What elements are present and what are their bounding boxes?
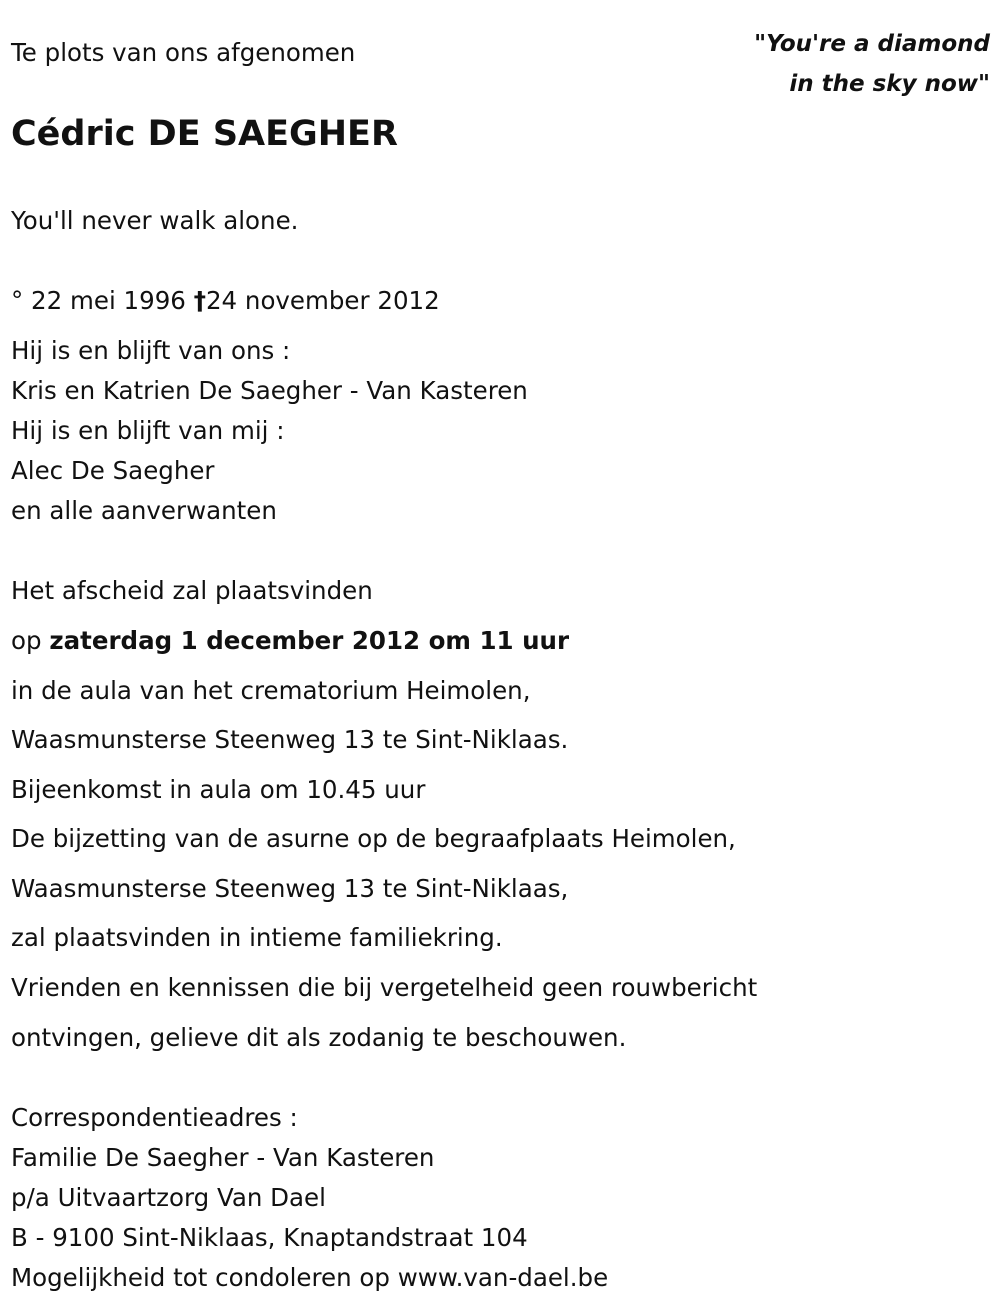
farewell-line: zal plaatsvinden in intieme familiekring. <box>11 923 503 952</box>
farewell-line: Waasmunsterse Steenweg 13 te Sint-Niklaas, <box>11 874 569 903</box>
correspondence-line: p/a Uitvaartzorg Van Dael <box>11 1183 326 1212</box>
correspondence-line: Familie De Saegher - Van Kasteren <box>11 1143 435 1172</box>
farewell-intro: Het afscheid zal plaatsvinden <box>11 576 373 605</box>
farewell-line: in de aula van het crematorium Heimolen, <box>11 676 531 705</box>
farewell-when <box>11 626 569 655</box>
family-line: Hij is en blijft van mij : <box>11 416 285 445</box>
dates-line <box>11 286 440 315</box>
family-line: Hij is en blijft van ons : <box>11 336 291 365</box>
motto: You'll never walk alone. <box>11 206 299 235</box>
birth-symbol: ° <box>11 286 24 315</box>
deceased-name: Cédric DE SAEGHER <box>11 114 398 154</box>
farewell-line: Vrienden en kennissen die bij vergetelheid geen rouwbericht <box>11 973 758 1002</box>
correspondence-title: Correspondentieadres : <box>11 1103 298 1132</box>
condolence-line: Mogelijkheid tot condoleren op www.van-dael.be <box>11 1263 609 1292</box>
farewell-line: Bijeenkomst in aula om 10.45 uur <box>11 775 426 804</box>
farewell-line: Waasmunsterse Steenweg 13 te Sint-Niklaas. <box>11 725 569 754</box>
family-line: Kris en Katrien De Saegher - Van Kasteren <box>11 376 528 405</box>
intro-text: Te plots van ons afgenomen <box>11 38 356 67</box>
family-line: Alec De Saegher <box>11 456 215 485</box>
correspondence-line: B - 9100 Sint-Niklaas, Knaptandstraat 104 <box>11 1223 528 1252</box>
farewell-line: De bijzetting van de asurne op de begraafplaats Heimolen, <box>11 824 736 853</box>
cross-icon: † <box>193 286 206 315</box>
death-date: 24 november 2012 <box>205 286 440 315</box>
farewell-line: ontvingen, gelieve dit als zodanig te beschouwen. <box>11 1023 627 1052</box>
family-line: en alle aanverwanten <box>11 496 277 525</box>
quote-line-2: in the sky now" <box>789 71 990 97</box>
birth-date: 22 mei 1996 <box>31 286 186 315</box>
quote-line-1: "You're a diamond <box>754 31 990 57</box>
farewell-prefix: op <box>11 626 42 655</box>
quote-block <box>754 24 990 104</box>
farewell-datetime: zaterdag 1 december 2012 om 11 uur <box>49 626 570 655</box>
